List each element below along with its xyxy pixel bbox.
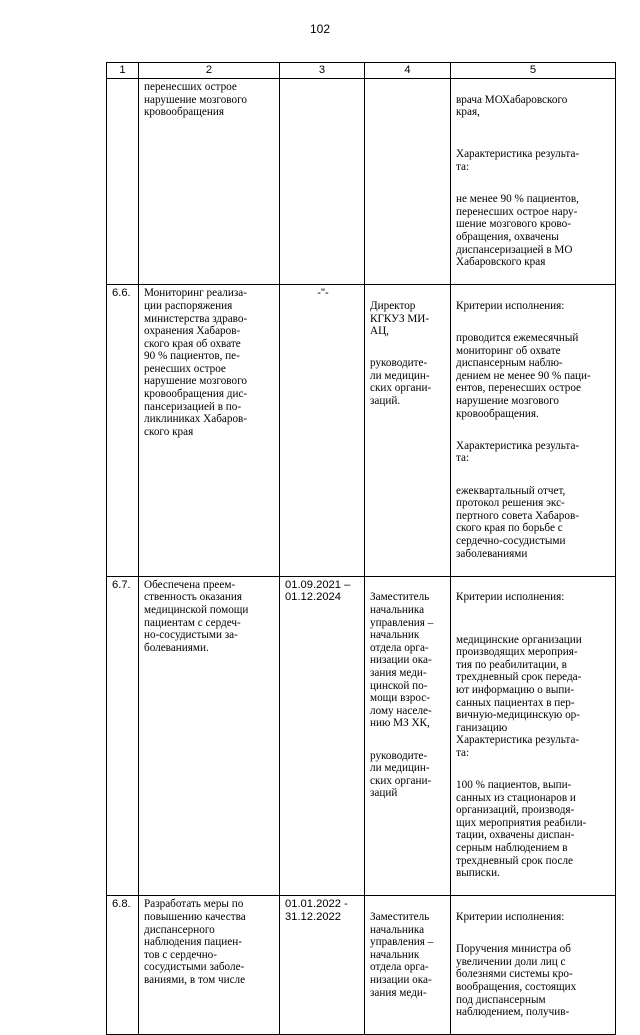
- responsible-cell: [365, 285, 451, 576]
- table-row: [107, 576, 616, 896]
- item-number: 6.6.: [107, 285, 139, 576]
- responsible-paragraph: руководите- ли медицин- ских органи- заций.: [370, 357, 432, 408]
- column-header: 3: [280, 63, 365, 79]
- criteria-cell: [451, 79, 616, 285]
- criteria-paragraph: Характеристика результа- та:: [456, 148, 580, 173]
- criteria-paragraph: проводится ежемесячный мониторинг об охвате диспансерным наблю- дением не менее 90 % паци- ентов, перенесших острое нарушение мозгового кровообращения.: [456, 332, 591, 420]
- criteria-paragraph: 100 % пациентов, выпи- санных из стационаров и организаций, производя- щих мероприятия реабили- тации, охвачены диспан- серным наблюдением в трехдневный срок после выписки.: [456, 779, 587, 880]
- criteria-paragraph: Критерии исполнения:: [456, 299, 565, 312]
- responsible-paragraph: Заместитель начальника управления – начальник отдела орга- низации ока- зания меди-: [370, 911, 434, 999]
- deadline-text: [280, 79, 365, 285]
- criteria-cell: [451, 285, 616, 576]
- column-header: 1: [107, 63, 139, 79]
- criteria-paragraph: Критерии исполнения:: [456, 591, 565, 604]
- item-number: 6.8.: [107, 896, 139, 1035]
- criteria-paragraph: ежеквартальный отчет, протокол решения экс- пертного совета Хабаров- ского края по борьбе с сердечно-сосудистыми заболеваниями: [456, 484, 579, 560]
- measure-text: Мониторинг реализа- ции распоряжения министерства здраво- охранения Хабаров- ского края об охвате 90 % пациентов, пе- ренесших острое нарушение мозгового кровообращения дис- пансеризацией в по- ликлиниках Хабаров- ского края: [139, 285, 280, 576]
- table-row: [107, 79, 616, 285]
- table-row: [107, 285, 616, 576]
- column-header: 2: [139, 63, 280, 79]
- measure-text: Разработать меры по повышению качества диспансерного наблюдения пациен- тов с сердечно- сосудистыми заболе- ваниями, в том числе: [139, 896, 280, 1035]
- criteria-paragraph: Поручения министра об увеличении доли лиц с болезнями системы кро- вообращения, состоящих под диспансерным наблюдением, получив-: [456, 943, 577, 1019]
- criteria-paragraph: Характеристика результа- та:: [456, 439, 580, 465]
- responsible-paragraph: Директор КГКУЗ МИ- АЦ,: [370, 299, 430, 338]
- measures-table: [106, 62, 616, 1035]
- responsible-cell: [365, 896, 451, 1035]
- column-header: 4: [365, 63, 451, 79]
- responsible-cell: [365, 576, 451, 896]
- deadline-text: -"-: [280, 285, 365, 576]
- measure-text: перенесших острое нарушение мозгового кровообращения: [139, 79, 280, 285]
- criteria-paragraph: врача МОХабаровского края,: [456, 93, 568, 119]
- criteria-cell: [451, 576, 616, 896]
- criteria-cell: [451, 896, 616, 1035]
- criteria-paragraph: Критерии исполнения:: [456, 911, 565, 924]
- item-number: 6.7.: [107, 576, 139, 896]
- deadline-text: 01.09.2021 – 01.12.2024: [280, 576, 365, 896]
- table-header-row: [107, 63, 616, 79]
- page-number: 102: [309, 22, 331, 36]
- measure-text: Обеспечена преем- ственность оказания медицинской помощи пациентам с сердеч- но-сосудистыми за- болеваниями.: [139, 576, 280, 896]
- responsible-cell: [365, 79, 451, 285]
- criteria-paragraph: медицинские организации производящих мероприя- тия по реабилитации, в трехдневный срок переда- ют информацию о выпи- санных пациентах в пер- вичную-медицинскую ор- ганизацию Характеристика результа- та:: [456, 633, 582, 759]
- column-header: 5: [451, 63, 616, 79]
- deadline-text: 01.01.2022 - 31.12.2022: [280, 896, 365, 1035]
- criteria-paragraph: не менее 90 % пациентов, перенесших острое нару- шение мозгового крово- обращения, охвачены диспансеризацией в МО Хабаровского края: [456, 193, 579, 269]
- table-row: [107, 896, 616, 1035]
- responsible-paragraph: Заместитель начальника управления – начальник отдела орга- низации ока- зания меди- цинской по- мощи взрос- лому населе- нию МЗ ХК,: [370, 591, 434, 730]
- item-number: [107, 79, 139, 285]
- responsible-paragraph: руководите- ли медицин- ских органи- заций: [370, 749, 432, 800]
